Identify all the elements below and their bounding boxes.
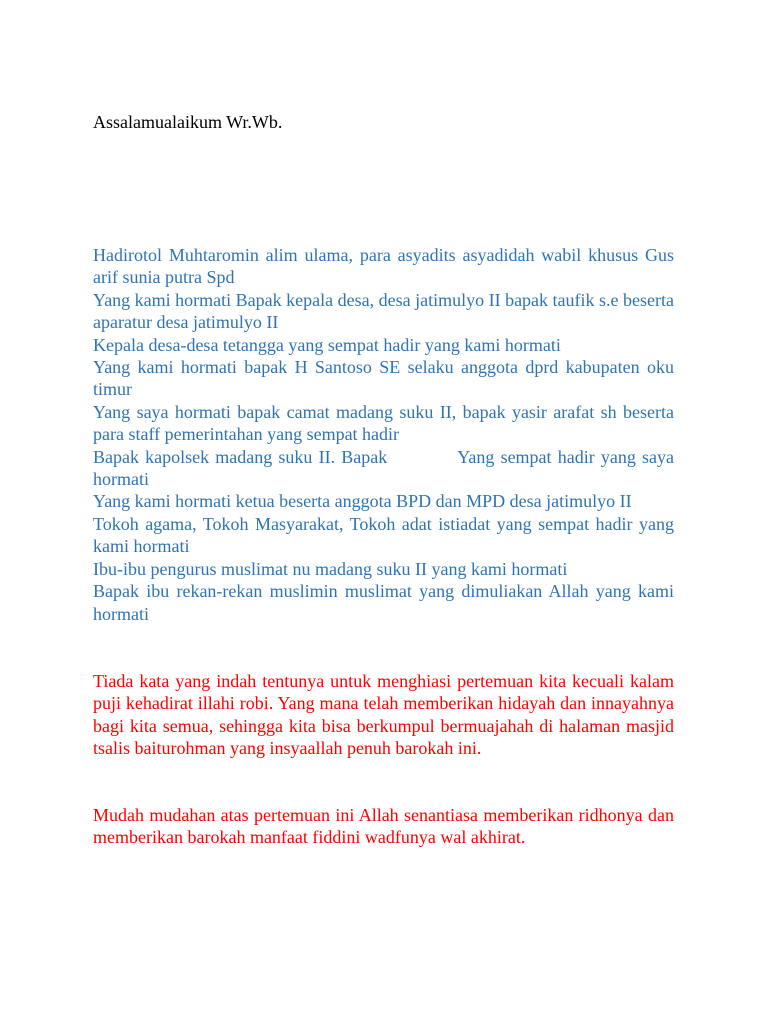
opening-paragraph: Tiada kata yang indah tentunya untuk menghiasi pertemuan kita kecuali kalam puji kehadirat illahi robi. Yang mana telah memberikan hidayah dan innayahnya bagi kita semua, sehingga kita bisa berkumpul bermuajahah di halaman masjid tsalis baiturohman yang insyaallah penuh barokah ini. — [93, 671, 674, 759]
honorific-line-after-gap: Yang sempat hadir yang saya hormati — [93, 446, 674, 490]
honorific-line-before-gap: Bapak kapolsek madang suku II. Bapak — [93, 446, 388, 467]
honorific-line: Kepala desa-desa tetangga yang sempat hadir yang kami hormati — [93, 334, 561, 355]
document-page — [93, 0, 674, 1024]
honorific-line: Ibu-ibu pengurus muslimat nu madang suku II yang kami hormati — [93, 558, 568, 579]
honorific-line: Yang kami hormati bapak H Santoso SE selaku anggota dprd kabupaten oku timur — [93, 357, 674, 400]
honorific-line: Tokoh agama, Tokoh Masyarakat, Tokoh adat istiadat yang sempat hadir yang kami hormati — [93, 513, 674, 557]
greeting: Assalamualaikum Wr.Wb. — [93, 112, 283, 132]
honorific-list — [93, 244, 674, 625]
prayer-paragraph: Mudah mudahan atas pertemuan ini Allah senantiasa memberikan ridhonya dan memberikan barokah manfaat fiddini wadfunya wal akhirat. — [93, 805, 674, 848]
honorific-line: Yang kami hormati Bapak kepala desa, desa jatimulyo II bapak taufik s.e beserta aparatur desa jatimulyo II — [93, 289, 674, 333]
honorific-line-with-gap — [93, 446, 674, 491]
honorific-line: Yang kami hormati ketua beserta anggota BPD dan MPD desa jatimulyo II — [93, 491, 632, 512]
honorific-line: Hadirotol Muhtaromin alim ulama, para asyadits asyadidah wabil khusus Gus arif sunia putra Spd — [93, 245, 674, 288]
honorific-line: Bapak ibu rekan-rekan muslimin muslimat yang dimuliakan Allah yang kami hormati — [93, 581, 674, 624]
honorific-line: Yang saya hormati bapak camat madang suku II, bapak yasir arafat sh beserta para staff pemerintahan yang sempat hadir — [93, 401, 674, 445]
